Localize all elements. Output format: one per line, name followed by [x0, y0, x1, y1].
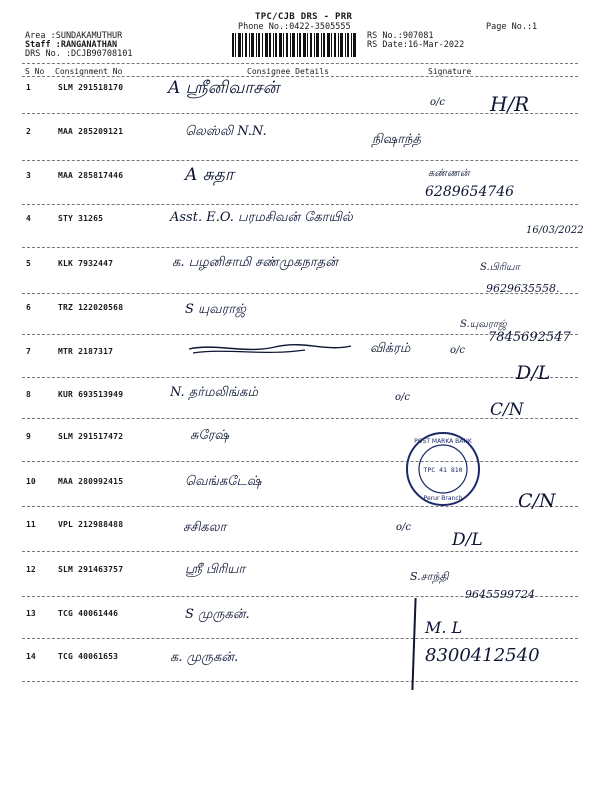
rs-number: RS No.:907081 — [367, 31, 434, 41]
handwritten-consignee: சுரேஷ் — [190, 428, 229, 443]
row-consignment-no: MTR 2187317 — [58, 347, 114, 356]
post-bank-stamp — [404, 430, 482, 508]
handwritten-signature: H/R — [490, 92, 530, 116]
drs-number: DRS No. :DCJB90708101 — [25, 49, 133, 59]
row-divider — [22, 461, 578, 462]
signature-bracket-line — [411, 598, 416, 690]
handwritten-signature: நிஷாந்த் — [372, 132, 421, 147]
row-consignment-no: KUR 693513949 — [58, 390, 124, 399]
handwritten-consignee: S முருகன். — [185, 607, 250, 622]
row-sno: 7 — [26, 347, 31, 356]
handwritten-signature: D/L — [516, 362, 551, 384]
row-divider — [22, 681, 578, 682]
row-sno: 14 — [26, 652, 36, 661]
stamp-center-text: TPC 41 810 — [423, 466, 463, 474]
handwritten-signature: S.யுவராஜ் — [460, 319, 507, 330]
row-consignment-no: MAA 285209121 — [58, 127, 124, 136]
handwritten-phone: 7845692547 — [488, 330, 571, 345]
row-consignment-no: MAA 285817446 — [58, 171, 124, 180]
row-divider — [22, 551, 578, 552]
row-sno: 11 — [26, 520, 36, 529]
column-header-consignee: Consignee Details — [247, 67, 329, 76]
row-sno: 3 — [26, 171, 31, 180]
header-rule-bottom — [22, 76, 578, 77]
handwritten-consignee: ஸ்ரீ பிரியா — [185, 562, 246, 577]
handwritten-mark: o/c — [430, 97, 445, 108]
handwritten-date: 16/03/2022 — [526, 225, 584, 236]
handwritten-signature: கண்ணன் — [428, 168, 470, 179]
row-sno: 6 — [26, 303, 31, 312]
row-sno: 2 — [26, 127, 31, 136]
handwritten-mark: o/c — [395, 392, 410, 403]
handwritten-consignee: Asst. E.O. பரமசிவன் கோயில் — [170, 210, 353, 225]
row-divider — [22, 204, 578, 205]
handwritten-mark: o/c — [450, 345, 465, 356]
row-consignment-no: KLK 7932447 — [58, 259, 114, 268]
row-sno: 10 — [26, 477, 36, 486]
staff-label: Staff :RANGANATHAN — [25, 40, 118, 50]
handwritten-consignee: க. முருகன். — [170, 650, 239, 665]
handwritten-signature: S.பிரியா — [480, 262, 520, 273]
handwritten-consignee: வெங்கடேஷ் — [185, 474, 262, 489]
row-consignment-no: MAA 280992415 — [58, 477, 124, 486]
handwritten-consignee: N. தர்மலிங்கம் — [170, 385, 258, 400]
handwritten-consignee: க. பழனிசாமி சண்முகநாதன் — [172, 255, 338, 270]
row-consignment-no: SLM 291463757 — [58, 565, 124, 574]
column-header-sno: S No — [25, 67, 45, 76]
handwritten-phone: 9645599724 — [465, 588, 535, 601]
handwritten-signature: C/N — [518, 490, 556, 512]
header-rule-top — [22, 63, 578, 64]
handwritten-consignee: S யுவராஜ் — [185, 302, 246, 317]
handwritten-phone: 8300412540 — [425, 645, 540, 666]
row-divider — [22, 506, 578, 507]
row-sno: 1 — [26, 83, 31, 92]
handwritten-signature: D/L — [452, 530, 483, 550]
document-title: TPC/CJB DRS - PRR — [255, 12, 353, 22]
handwritten-consignee: விக்ரம் — [370, 341, 411, 356]
row-sno: 9 — [26, 432, 31, 441]
row-consignment-no: STY 31265 — [58, 214, 104, 223]
handwritten-consignee: லெஸ்லி N.N. — [185, 124, 267, 139]
handwritten-mark: o/c — [396, 522, 411, 533]
row-sno: 5 — [26, 259, 31, 268]
handwritten-consignee: A ஸ்ரீனிவாசன் — [168, 78, 280, 98]
column-header-signature: Signature — [428, 67, 472, 76]
stamp-top-text: POST MARKA BANK — [414, 438, 472, 445]
row-consignment-no: SLM 291518170 — [58, 83, 124, 92]
column-header-consignment: Consignment No — [55, 67, 123, 76]
handwritten-signature: C/N — [490, 400, 524, 420]
row-consignment-no: VPL 212988488 — [58, 520, 124, 529]
phone-number: Phone No.:0422-3505555 — [238, 22, 351, 32]
stamp-bottom-text: Perur Branch — [423, 495, 463, 502]
row-sno: 8 — [26, 390, 31, 399]
row-sno: 12 — [26, 565, 36, 574]
handwritten-phone: 9629635558. — [486, 282, 560, 295]
handwritten-consignee: சசிகலா — [183, 520, 227, 535]
scribble-strikeout — [185, 340, 355, 358]
handwritten-signature: M. L — [425, 618, 463, 637]
area-label: Area :SUNDAKAMUTHUR — [25, 31, 123, 41]
handwritten-signature: S.சாந்தி — [410, 570, 449, 583]
row-consignment-no: TCG 40061446 — [58, 609, 119, 618]
row-sno: 4 — [26, 214, 31, 223]
barcode-image — [232, 33, 356, 57]
row-divider — [22, 638, 578, 639]
row-consignment-no: SLM 291517472 — [58, 432, 124, 441]
handwritten-phone: 6289654746 — [425, 184, 515, 200]
handwritten-consignee: A சுதா — [185, 165, 234, 185]
rs-date: RS Date:16-Mar-2022 — [367, 40, 465, 50]
row-sno: 13 — [26, 609, 36, 618]
row-divider — [22, 247, 578, 248]
row-consignment-no: TCG 40061653 — [58, 652, 119, 661]
row-divider — [22, 377, 578, 378]
row-divider — [22, 160, 578, 161]
row-consignment-no: TRZ 122020568 — [58, 303, 124, 312]
page-number: Page No.:1 — [486, 22, 538, 32]
